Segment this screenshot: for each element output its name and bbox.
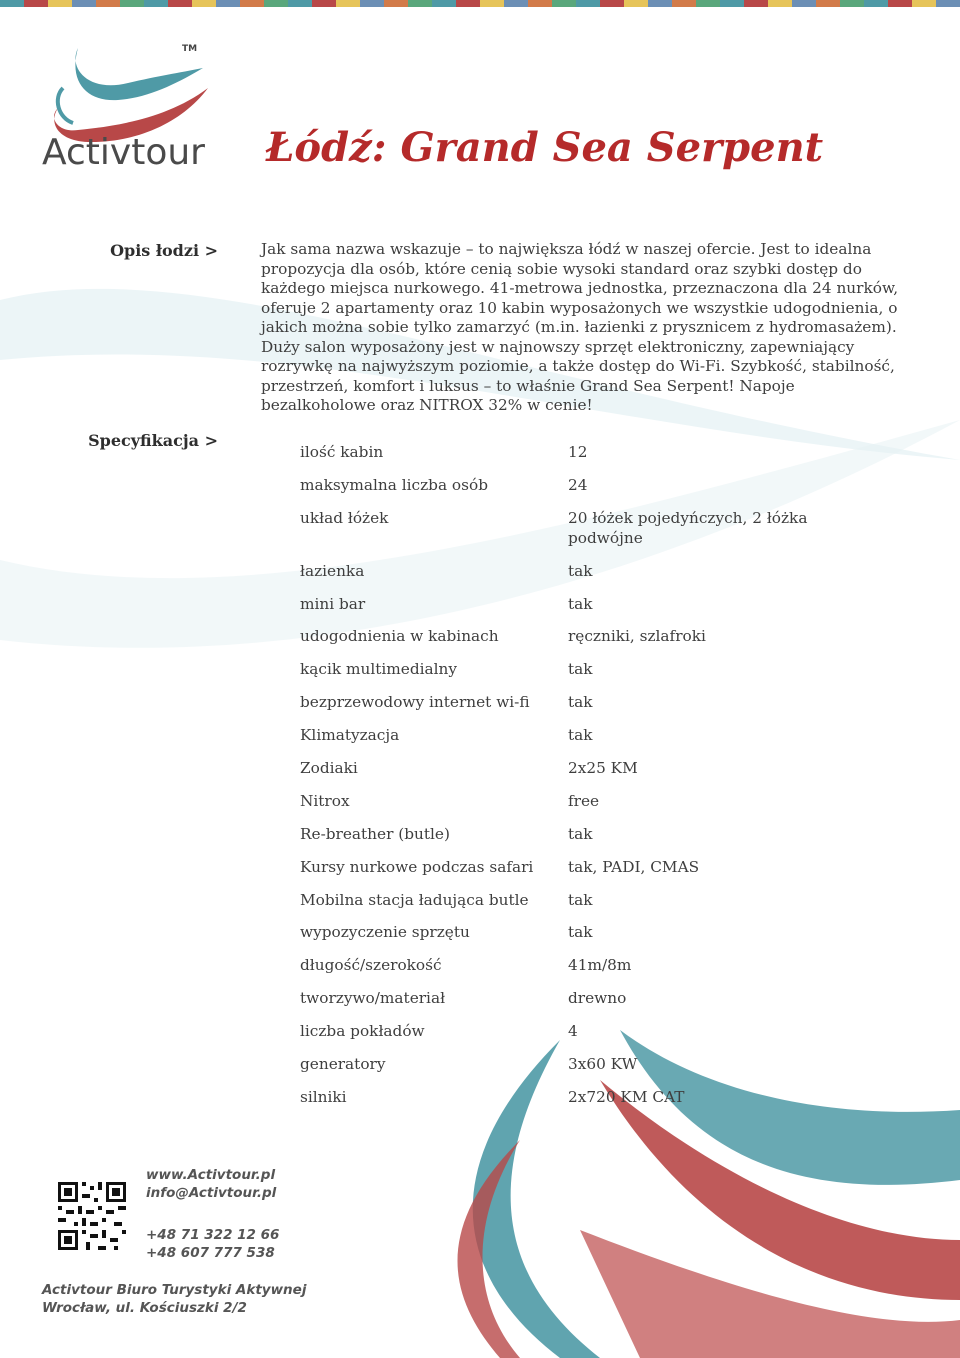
spec-value: 24 <box>568 475 588 494</box>
spec-value: 12 <box>568 443 588 461</box>
spec-row <box>300 1021 860 1041</box>
specification-label: Specyfikacja > <box>88 431 218 450</box>
spec-value: ręczniki, szlafroki <box>568 627 706 646</box>
spec-value: tak <box>568 693 593 712</box>
spec-value: tak <box>568 660 593 679</box>
spec-value: 2x25 KM <box>568 759 638 778</box>
spec-key: Kursy nurkowe podczas safari <box>300 857 534 876</box>
spec-value: tak, PADI, CMAS <box>568 857 700 876</box>
spec-row <box>300 857 860 877</box>
spec-key: Re-breather (butle) <box>300 824 450 843</box>
footer-company: Activtour Biuro Turystyki Aktywnej <box>42 1282 307 1298</box>
spec-key: tworzywo/materiał <box>300 989 446 1008</box>
spec-row <box>300 988 860 1008</box>
spec-value: free <box>568 791 600 810</box>
spec-key: mini bar <box>300 594 366 613</box>
spec-row <box>300 475 860 495</box>
spec-key: liczba pokładów <box>300 1022 425 1041</box>
footer-phone-1: +48 71 322 12 66 <box>146 1227 280 1243</box>
specification-table <box>300 442 860 1120</box>
spec-value: 2x720 KM CAT <box>568 1087 685 1106</box>
spec-row <box>300 791 860 811</box>
spec-row <box>300 955 860 975</box>
footer-address-block <box>42 1281 306 1317</box>
logo-wordmark: Activtour <box>42 132 205 173</box>
spec-row <box>300 758 860 778</box>
spec-row <box>300 659 860 679</box>
spec-key: kącik multimedialny <box>300 660 458 679</box>
spec-key: ilość kabin <box>300 443 384 461</box>
spec-value: tak <box>568 561 593 580</box>
spec-key: generatory <box>300 1055 386 1074</box>
spec-row <box>300 442 860 462</box>
footer-phone-2: +48 607 777 538 <box>146 1245 275 1261</box>
spec-row <box>300 824 860 844</box>
spec-value: tak <box>568 726 593 745</box>
spec-key: maksymalna liczba osób <box>300 475 488 494</box>
footer-website[interactable]: www.Activtour.pl <box>146 1167 276 1183</box>
description-text: Jak sama nazwa wskazuje – to największa łódź w naszej ofercie. Jest to idealna propozycja dla osób, które cenią sobie wysoki standard oraz szybki dostęp do każdego miejsca nurkowego. 41-metrowa jednostka, przeznaczona dla 24 nurków, oferuje 2 apartamenty oraz 10 kabin wyposażonych we wszystkie udogodnienia, o jakich można sobie tylko zamarzyć (m.in. łazienki z prysznicem z hydromasażem). Duży salon wyposażony jest w najnowszy sprzęt elektroniczny, zapewniający rozrywkę na najwyższym poziomie, a także dostęp do Wi-Fi. Szybkość, stabilność, przestrzeń, komfort i luksus – to właśnie Grand Sea Serpent! Napoje bezalkoholowe oraz NITROX 32% w cenie! <box>261 240 899 414</box>
spec-row <box>300 725 860 745</box>
spec-row <box>300 890 860 910</box>
page-title: Łódź: Grand Sea Serpent <box>266 124 824 171</box>
spec-row <box>300 922 860 942</box>
spec-key: długość/szerokość <box>300 956 442 975</box>
spec-value: tak <box>568 890 593 909</box>
spec-row <box>300 1054 860 1074</box>
spec-row <box>300 1087 860 1107</box>
spec-value: drewno <box>568 989 627 1008</box>
spec-value: 4 <box>568 1022 578 1041</box>
spec-row <box>300 626 860 646</box>
spec-key: udogodnienia w kabinach <box>300 627 499 646</box>
spec-value: 3x60 KW <box>568 1055 638 1074</box>
spec-row <box>300 508 860 548</box>
qr-code <box>56 1180 128 1252</box>
spec-value: tak <box>568 594 593 613</box>
footer-email[interactable]: info@Activtour.pl <box>146 1185 277 1201</box>
spec-key: wypozyczenie sprzętu <box>300 923 470 942</box>
spec-key: bezprzewodowy internet wi-fi <box>300 693 530 712</box>
spec-value: 20 łóżek pojedyńczych, 2 łóżka podwójne <box>568 508 808 547</box>
spec-key: Mobilna stacja ładująca butle <box>300 890 529 909</box>
spec-row <box>300 561 860 581</box>
spec-key: układ łóżek <box>300 508 389 527</box>
description-label: Opis łodzi > <box>110 241 218 260</box>
spec-value: tak <box>568 923 593 942</box>
spec-key: silniki <box>300 1087 347 1106</box>
spec-row <box>300 692 860 712</box>
spec-value: tak <box>568 824 593 843</box>
spec-value: 41m/8m <box>568 956 632 975</box>
spec-key: Nitrox <box>300 791 350 810</box>
trademark-label: TM <box>182 44 198 54</box>
spec-key: Klimatyzacja <box>300 726 400 745</box>
footer-address: Wrocław, ul. Kościuszki 2/2 <box>42 1300 247 1316</box>
footer-contact-phone <box>146 1226 279 1262</box>
spec-key: łazienka <box>300 561 365 580</box>
footer-contact-web <box>146 1166 276 1202</box>
spec-row <box>300 594 860 614</box>
spec-key: Zodiaki <box>300 759 358 778</box>
